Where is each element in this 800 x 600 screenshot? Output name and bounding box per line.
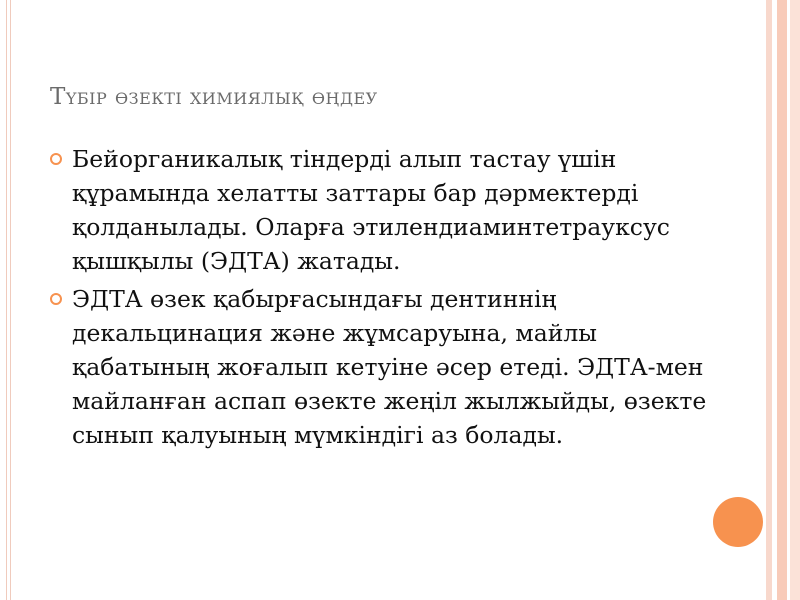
- right-stripe-decoration: [777, 0, 787, 600]
- right-stripe-decoration: [790, 0, 800, 600]
- bullet-text: ЭДТА өзек қабырғасындағы дентиннің декальцинация және жұмсаруына, майлы қабатының жоғалып кетуіне әсер етеді. ЭДТА-мен майланған аспап өзекте жеңіл жылжыйды, өзекте сынып қалуының мүмкіндігі аз болады.: [72, 285, 707, 449]
- bullet-item: [48, 282, 708, 452]
- left-line-decoration: [6, 0, 7, 600]
- orange-circle-decoration: [713, 497, 763, 547]
- bullet-circle-icon: [50, 153, 62, 165]
- bullet-circle-icon: [50, 293, 62, 305]
- bullet-text: Бейорганикалық тіндерді алып тастау үшін құрамында хелатты заттары бар дәрмектерді қолданылады. Оларға этилендиаминтетрауксус қышқылы (ЭДТА) жатады.: [72, 145, 670, 275]
- bullet-list: [48, 142, 708, 456]
- bullet-item: [48, 142, 708, 278]
- slide-title: Түбір өзекті химиялық өңдеу: [50, 84, 378, 110]
